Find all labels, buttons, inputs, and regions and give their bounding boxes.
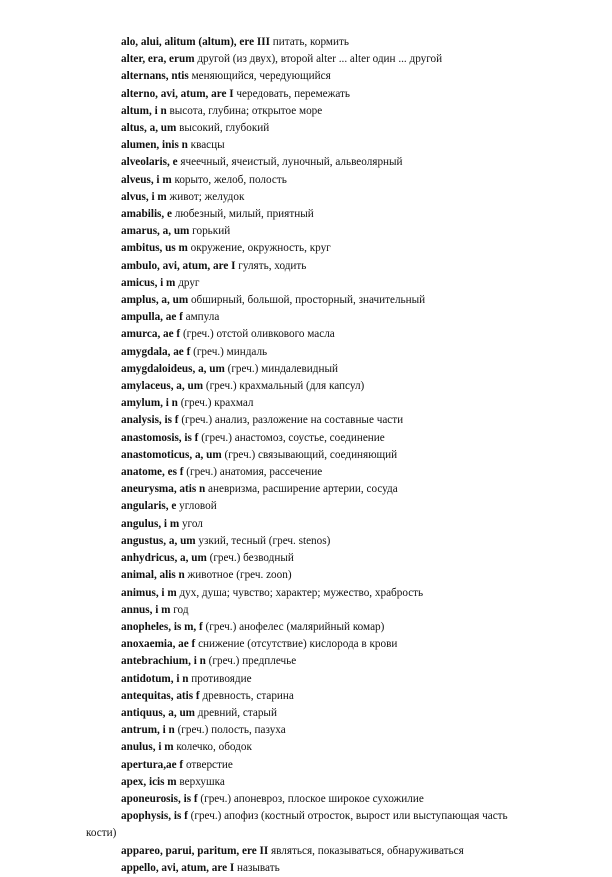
- entry-definition: ячеечный, ячеистый, луночный, альвеолярный: [177, 156, 403, 169]
- dictionary-entry: [121, 412, 572, 429]
- entry-definition: древность, старина: [199, 689, 294, 702]
- dictionary-entry: [121, 602, 572, 619]
- entry-lemma: animal, alis n: [121, 569, 185, 582]
- entry-definition: год: [170, 603, 189, 616]
- entry-definition: отверстие: [183, 758, 233, 771]
- dictionary-entry: [121, 378, 572, 395]
- entry-lemma: animus, i m: [121, 586, 177, 599]
- dictionary-entry: [121, 223, 572, 240]
- entry-lemma: anopheles, is m, f: [121, 620, 203, 633]
- dictionary-entry: [121, 240, 572, 257]
- entry-definition: животное (греч. zoon): [184, 569, 292, 582]
- entry-lemma: amygdaloideus, a, um: [121, 362, 225, 375]
- entry-definition: аневризма, расширение артерии, сосуда: [205, 483, 398, 496]
- entry-lemma: antidotum, i n: [121, 672, 189, 685]
- entry-definition: корыто, желоб, полость: [171, 173, 287, 186]
- entry-lemma: annus, i m: [121, 603, 171, 616]
- dictionary-entry: [121, 757, 572, 774]
- entry-lemma: amarus, a, um: [121, 225, 190, 238]
- entry-definition: (греч.) апофиз (костный отросток, вырост или выступающая часть: [187, 810, 508, 823]
- entry-lemma: anastomoticus, a, um: [121, 448, 222, 461]
- entry-definition-continuation: кости): [86, 827, 117, 840]
- entry-lemma: aponeurosis, is f: [121, 792, 198, 805]
- dictionary-entry: [121, 843, 572, 860]
- dictionary-entry: [121, 103, 572, 120]
- entry-definition: меняющийся, чередующийся: [188, 70, 331, 83]
- entry-definition: (греч.) полость, пазуха: [174, 724, 286, 737]
- dictionary-entry: [121, 585, 572, 602]
- entry-lemma: alternans, ntis: [121, 70, 189, 83]
- dictionary-entry: [121, 533, 572, 550]
- entry-definition: узкий, тесный (греч. stenos): [195, 534, 331, 547]
- dictionary-entry: [121, 395, 572, 412]
- entry-lemma: alveus, i m: [121, 173, 172, 186]
- entry-lemma: amicus, i m: [121, 276, 176, 289]
- dictionary-entry: [121, 722, 572, 739]
- dictionary-entry: [121, 68, 572, 85]
- entry-definition: высота, глубина; открытое море: [166, 104, 323, 117]
- entry-definition: противоядие: [188, 672, 252, 685]
- entry-lemma: anulus, i m: [121, 741, 174, 754]
- entry-lemma: altus, a, um: [121, 122, 177, 135]
- entry-definition: (греч.) миндаль: [190, 345, 268, 358]
- entry-lemma: amylaceus, a, um: [121, 380, 204, 393]
- dictionary-entry: [121, 498, 572, 515]
- entry-lemma: alo, alui, alitum (altum), ere III: [121, 36, 270, 48]
- dictionary-entry: [121, 688, 572, 705]
- entry-lemma: analysis, is f: [121, 414, 179, 427]
- dictionary-entry: [121, 137, 572, 154]
- entry-lemma: ampulla, ae f: [121, 311, 183, 324]
- entry-definition: снижение (отсутствие) кислорода в крови: [195, 638, 398, 651]
- entry-lemma: ambitus, us m: [121, 242, 188, 255]
- entry-lemma: amurca, ae f: [121, 328, 181, 341]
- dictionary-entry: [121, 172, 572, 189]
- entry-lemma: altum, i n: [121, 104, 167, 117]
- entry-lemma: antebrachium, i n: [121, 655, 206, 668]
- entry-lemma: apophysis, is f: [121, 810, 188, 823]
- entry-lemma: amygdala, ae f: [121, 345, 191, 358]
- entry-lemma: amylum, i n: [121, 397, 178, 410]
- dictionary-entry: [121, 516, 572, 533]
- entry-definition: (греч.) анастомоз, соустье, соединение: [198, 431, 385, 444]
- entry-definition: являться, показываться, обнаруживаться: [268, 844, 464, 857]
- dictionary-entry: [121, 206, 572, 223]
- entry-definition: верхушка: [176, 775, 225, 788]
- entry-definition: колечко, ободок: [173, 741, 252, 754]
- dictionary-entry: [121, 275, 572, 292]
- entry-definition: другой (из двух), второй alter ... alter один ... другой: [194, 53, 443, 66]
- entry-definition: называть: [234, 861, 280, 874]
- entry-lemma: ambulo, avi, atum, are I: [121, 259, 236, 272]
- entry-lemma: amplus, a, um: [121, 294, 189, 307]
- dictionary-entry: [121, 739, 572, 756]
- entry-list: [86, 34, 572, 877]
- dictionary-entry: [121, 705, 572, 722]
- entry-definition: (греч.) крахмал: [177, 397, 254, 410]
- entry-definition: (греч.) связывающий, соединяющий: [221, 448, 398, 461]
- entry-definition: угол: [179, 517, 203, 530]
- entry-definition: квасцы: [187, 139, 225, 152]
- dictionary-entry: [121, 636, 572, 653]
- entry-definition: (греч.) предплечье: [205, 655, 297, 668]
- entry-definition: древний, старый: [195, 706, 277, 719]
- entry-lemma: appareo, parui, paritum, ere II: [121, 844, 269, 857]
- entry-lemma: apex, icis m: [121, 775, 177, 788]
- dictionary-entry: [121, 791, 572, 808]
- entry-lemma: alveolaris, e: [121, 156, 178, 169]
- entry-definition: дух, душа; чувство; характер; мужество, храбрость: [176, 586, 424, 599]
- dictionary-entry: [121, 258, 572, 275]
- dictionary-entry: [86, 808, 572, 842]
- dictionary-entry: [121, 464, 572, 481]
- entry-lemma: aneurysma, atis n: [121, 483, 206, 496]
- entry-lemma: antrum, i n: [121, 724, 175, 737]
- entry-definition: друг: [175, 276, 200, 289]
- entry-definition: (греч.) крахмальный (для капсул): [203, 380, 365, 393]
- dictionary-entry: [121, 51, 572, 68]
- entry-definition: высокий, глубокий: [176, 122, 270, 135]
- entry-lemma: alterno, avi, atum, are I: [121, 87, 234, 100]
- entry-lemma: apertura,ae f: [121, 758, 184, 771]
- entry-definition: (греч.) анатомия, рассечение: [183, 466, 323, 479]
- entry-definition: обширный, большой, просторный, значительный: [188, 294, 426, 307]
- entry-lemma: alumen, inis n: [121, 139, 188, 152]
- dictionary-entry: [121, 326, 572, 343]
- dictionary-entry: [121, 619, 572, 636]
- entry-definition: угловой: [176, 500, 217, 513]
- entry-definition: окружение, окружность, круг: [187, 242, 331, 255]
- entry-lemma: anatome, es f: [121, 466, 184, 479]
- entry-lemma: antequitas, atis f: [121, 689, 200, 702]
- entry-definition: горький: [189, 225, 231, 238]
- dictionary-entry: [121, 34, 572, 51]
- entry-lemma: anastomosis, is f: [121, 431, 199, 444]
- dictionary-entry: [121, 481, 572, 498]
- dictionary-entry: [121, 447, 572, 464]
- entry-definition: (греч.) безводный: [206, 552, 294, 565]
- dictionary-entry: [121, 120, 572, 137]
- dictionary-entry: [121, 430, 572, 447]
- entry-definition: (греч.) отстой оливкового масла: [180, 328, 335, 341]
- entry-lemma: angulus, i m: [121, 517, 180, 530]
- dictionary-entry: [121, 86, 572, 103]
- dictionary-entry: [121, 550, 572, 567]
- entry-lemma: angustus, a, um: [121, 534, 196, 547]
- dictionary-entry: [121, 189, 572, 206]
- dictionary-entry: [121, 774, 572, 791]
- dictionary-entry: [121, 860, 572, 877]
- entry-definition: живот; желудок: [166, 190, 245, 203]
- entry-definition: (греч.) миндалевидный: [224, 362, 338, 375]
- entry-definition: гулять, ходить: [235, 259, 307, 272]
- entry-lemma: appello, avi, atum, are I: [121, 861, 235, 874]
- entry-lemma: alter, era, erum: [121, 53, 195, 66]
- dictionary-entry: [121, 309, 572, 326]
- dictionary-entry: [121, 154, 572, 171]
- dictionary-entry: [121, 361, 572, 378]
- entry-lemma: amabilis, e: [121, 208, 172, 221]
- entry-lemma: anhydricus, a, um: [121, 552, 207, 565]
- dictionary-entry: [121, 653, 572, 670]
- entry-definition: любезный, милый, приятный: [171, 208, 314, 221]
- dictionary-entry: [121, 671, 572, 688]
- dictionary-entry: [121, 292, 572, 309]
- dictionary-entry: [121, 567, 572, 584]
- entry-definition: (греч.) апоневроз, плоское широкое сухожилие: [197, 792, 424, 805]
- entry-definition: чередовать, перемежать: [233, 87, 351, 100]
- entry-lemma: antiquus, a, um: [121, 706, 195, 719]
- entry-lemma: anoxaemia, ae f: [121, 638, 196, 651]
- entry-lemma: alvus, i m: [121, 190, 167, 203]
- entry-definition: (греч.) анофелес (малярийный комар): [202, 620, 385, 633]
- entry-definition: ампула: [182, 311, 220, 324]
- entry-lemma: angularis, e: [121, 500, 177, 513]
- entry-definition: (греч.) анализ, разложение на составные части: [178, 414, 404, 427]
- dictionary-entry: [121, 344, 572, 361]
- entry-definition: питать, кормить: [269, 36, 349, 48]
